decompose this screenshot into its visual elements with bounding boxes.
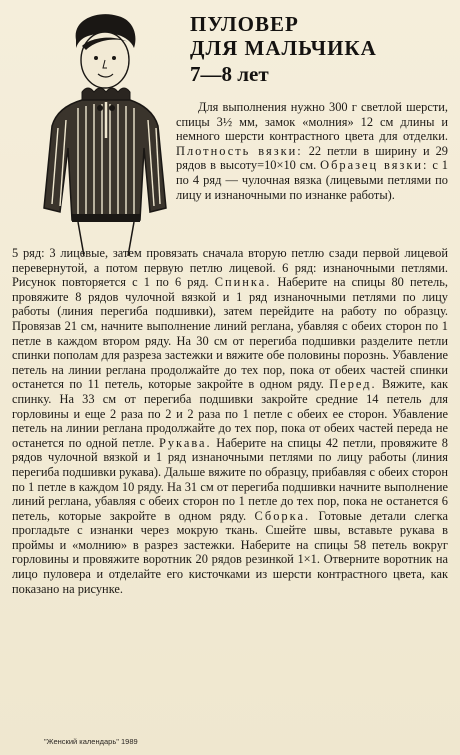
intro-text: Для выполнения нужно 300 г светлой шерсти, спицы 3½ мм, замок «молния» 12 см длины и немного шерсти контрастного цвета для отделки.	[176, 100, 448, 144]
density-text: 22 петли в ширину и 29 рядов в высоту=10×10 см.	[176, 143, 448, 173]
source-caption: "Женский календарь" 1989	[44, 737, 138, 746]
assembly-label: Сборка.	[254, 508, 311, 523]
title-line-2: ДЛЯ МАЛЬЧИКА	[190, 36, 377, 60]
title-block	[190, 12, 450, 86]
row-5-text: 5 ряд: 3 лицевые, затем провязать сначала вторую петлю сзади первой лицевой перевернутой, а потом первую петлю лицевой. 6 ряд: изнаночными петлями. Рисунок повторяется с 1 по 6 ряд.	[12, 246, 448, 290]
front-text: Вяжите, как спинку. На 33 см от перегиба подшивки закройте средние 14 петель для горловины и еще 2 раза по 2 и 2 раза по 1 петле с обеих ее сторон. Убавление петель на линии реглана продолжайте до тех пор, пока от обеих частей переда не останется по одной петле.	[12, 377, 448, 450]
sleeve-text: Наберите на спицы 42 петли, провяжите 8 рядов чулочной вязкой и 1 ряд изнаночными петлями по лицу работы (линия перегиба подшивки рукава). Дальше вяжите по образцу, прибавляя с обеих сторон по 1 петле в каждом 10 ряду. На 31 см от перегиба подшивки начните выполнение линий реглана, убавляя с обеих сторон по 1 петле до тех пор, пока не останется 6 петель, которые закройте в одном ряду.	[12, 435, 449, 523]
front-label: Перед.	[329, 377, 377, 392]
intro-paragraph	[176, 100, 448, 202]
pattern-label: Образец вязки:	[320, 158, 429, 173]
body-paragraph	[12, 246, 448, 596]
back-text: Наберите на спицы 80 петель, провяжите 8 рядов чулочной вязкой и 1 ряд изнаночными петлями по лицу работы (линия перегиба подшивки), затем перейдите на работу по образцу. Провязав 21 см, начните выполнение линий реглана, убавляя с обеих сторон по 1 петле в каждом втором ряду. На 30 см от перегиба подшивки разделите петли спинки пополам для разреза застежки и вяжите обе половины порознь. Убавление петель на линии реглана продолжайте до тех пор, пока от обеих частей спинки останется по 11 петель, которые закройте в одном ряду.	[12, 275, 448, 392]
pattern-text: с 1 по 4 ряд — чулочная вязка (лицевыми петлями по лицу и изнаночными по изнанке работы).	[176, 158, 448, 202]
boy-sweater-illustration	[38, 8, 168, 258]
age-range: 7—8 лет	[190, 62, 269, 86]
back-label: Спинка.	[214, 275, 272, 290]
assembly-text: Готовые детали слегка прогладьте с изнанки через мокрую ткань. Сшейте швы, вставьте рукава в проймы и «молнию» в разрез застежки. Наберите на спицы 58 петель вокруг горловины и провяжите воротник 20 рядов резинкой 1×1. Отверните воротник на лицо пуловера и отделайте его кисточками из шерсти контрастного цвета, как показано на рисунке.	[12, 508, 448, 596]
title-line-1: ПУЛОВЕР	[190, 12, 299, 36]
density-label: Плотность вязки:	[176, 143, 303, 158]
sleeve-label: Рукава.	[158, 435, 212, 450]
